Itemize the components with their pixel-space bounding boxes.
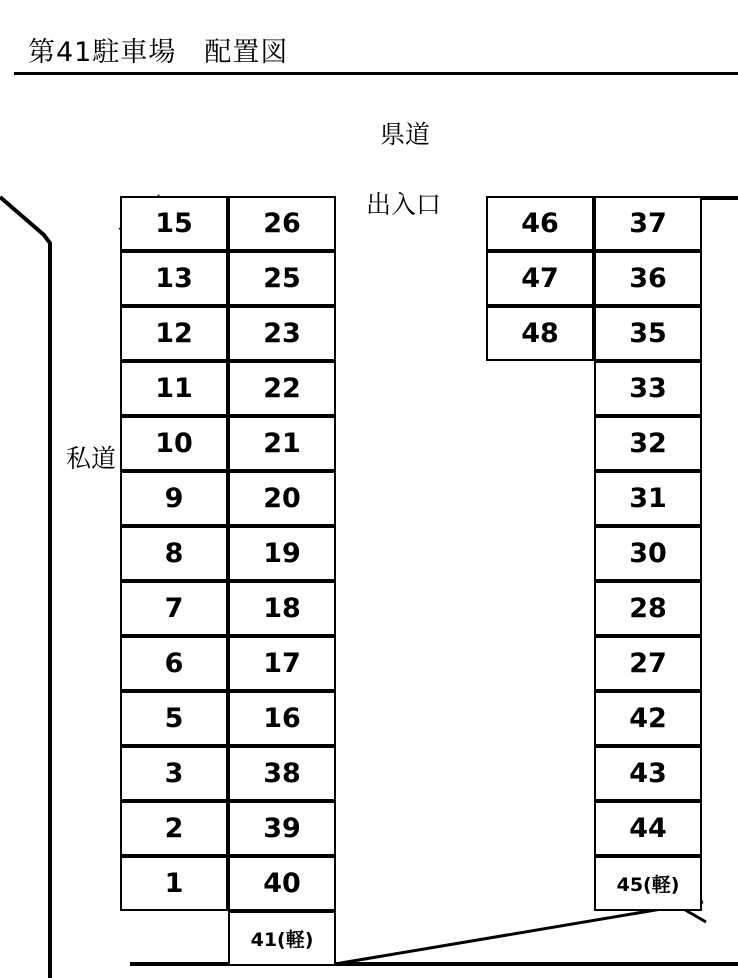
parking-space-38[interactable]: 38 [228,746,336,801]
label-private-road: 私道 [66,444,117,473]
label-prefectural-road: 県道 [380,120,431,149]
parking-space-3[interactable]: 3 [120,746,228,801]
parking-space-8[interactable]: 8 [120,526,228,581]
parking-space-30[interactable]: 30 [594,526,702,581]
parking-space-37[interactable]: 37 [594,196,702,251]
parking-space-41-light[interactable]: 41(軽) [228,911,336,966]
parking-space-22[interactable]: 22 [228,361,336,416]
parking-space-7[interactable]: 7 [120,581,228,636]
parking-space-9[interactable]: 9 [120,471,228,526]
parking-space-35[interactable]: 35 [594,306,702,361]
parking-space-33[interactable]: 33 [594,361,702,416]
title-bar [0,0,738,74]
parking-space-31[interactable]: 31 [594,471,702,526]
parking-space-11[interactable]: 11 [120,361,228,416]
parking-space-42[interactable]: 42 [594,691,702,746]
parking-space-10[interactable]: 10 [120,416,228,471]
parking-space-25[interactable]: 25 [228,251,336,306]
parking-space-28[interactable]: 28 [594,581,702,636]
right-top-boundary-line [700,196,738,200]
parking-space-12[interactable]: 12 [120,306,228,361]
parking-space-36[interactable]: 36 [594,251,702,306]
parking-space-16[interactable]: 16 [228,691,336,746]
parking-space-44[interactable]: 44 [594,801,702,856]
title-divider [14,72,738,75]
parking-space-19[interactable]: 19 [228,526,336,581]
parking-space-46[interactable]: 46 [486,196,594,251]
parking-space-45-light[interactable]: 45(軽) [594,856,702,911]
parking-space-17[interactable]: 17 [228,636,336,691]
parking-space-2[interactable]: 2 [120,801,228,856]
private-road-boundary [0,195,70,978]
parking-space-32[interactable]: 32 [594,416,702,471]
parking-space-48[interactable]: 48 [486,306,594,361]
page-title: 第41駐車場 配置図 [28,37,289,68]
parking-space-1[interactable]: 1 [120,856,228,911]
parking-space-26[interactable]: 26 [228,196,336,251]
parking-space-6[interactable]: 6 [120,636,228,691]
parking-space-18[interactable]: 18 [228,581,336,636]
parking-space-39[interactable]: 39 [228,801,336,856]
parking-space-27[interactable]: 27 [594,636,702,691]
parking-space-21[interactable]: 21 [228,416,336,471]
parking-space-20[interactable]: 20 [228,471,336,526]
parking-space-23[interactable]: 23 [228,306,336,361]
parking-space-47[interactable]: 47 [486,251,594,306]
parking-space-40[interactable]: 40 [228,856,336,911]
parking-space-15[interactable]: 15 [120,196,228,251]
label-entrance-exit: 出入口 [366,190,442,219]
parking-space-5[interactable]: 5 [120,691,228,746]
parking-space-13[interactable]: 13 [120,251,228,306]
parking-space-43[interactable]: 43 [594,746,702,801]
